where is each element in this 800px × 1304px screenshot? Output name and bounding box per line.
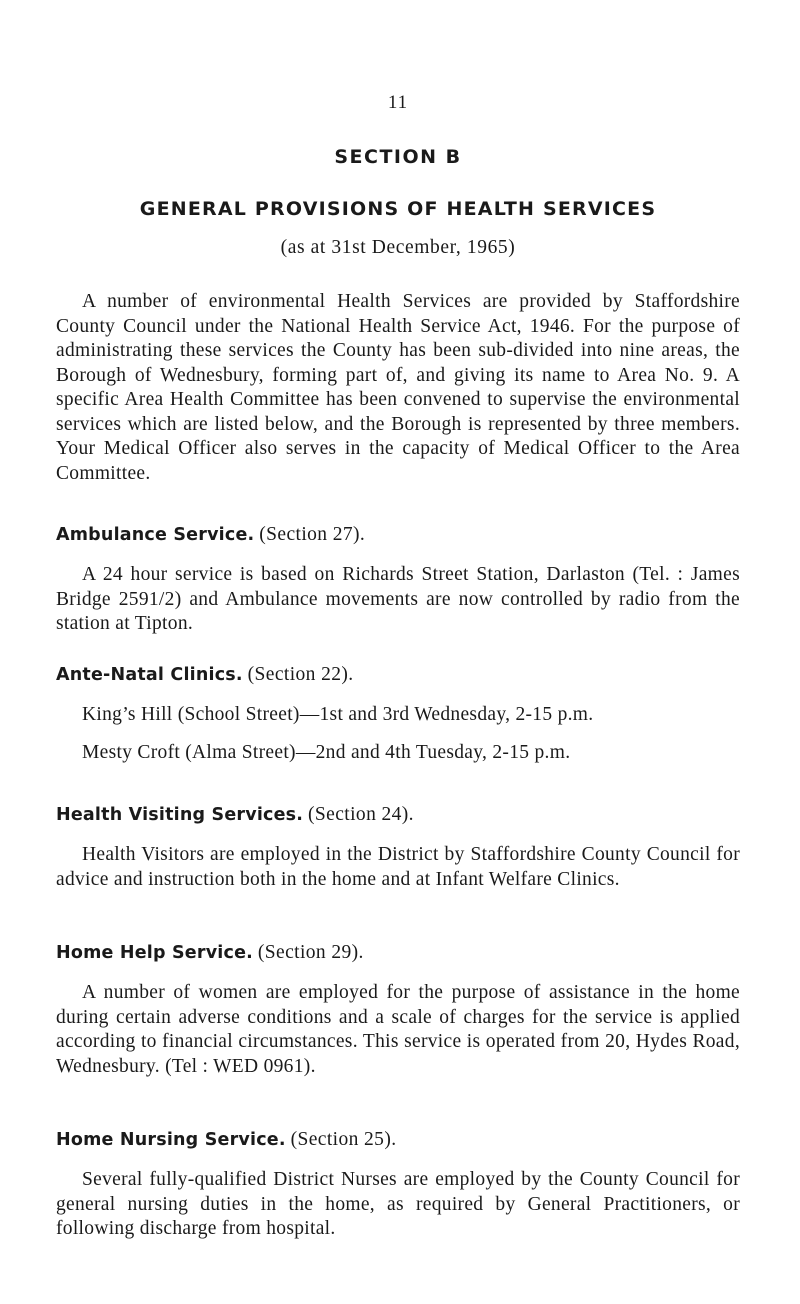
home-nursing-heading-line — [56, 1128, 740, 1152]
date-subheading: (as at 31st December, 1965) — [280, 237, 516, 258]
home-help-section — [56, 941, 740, 1079]
clinic-entry: King’s Hill (School Street)—1st and 3rd Wednesday, 2-15 p.m. — [82, 704, 594, 725]
health-visiting-heading: Health Visiting Services. — [56, 805, 304, 825]
home-help-heading: Home Help Service. — [56, 943, 253, 963]
main-heading: GENERAL PROVISIONS OF HEALTH SERVICES — [139, 198, 657, 220]
health-visiting-section-ref: (Section 24). — [308, 804, 414, 825]
health-visiting-heading-line — [56, 803, 740, 827]
antenatal-heading: Ante-Natal Clinics. — [56, 665, 243, 685]
intro-paragraph: A number of environmental Health Services are provided by Staffordshire County Council under the National Health Service Act, 1946. For the purpose of administrating these services the County has been sub-divided into nine areas, the Borough of Wednesbury, forming part of, and giving its name to Area No. 9. A specific Area Health Committee has been convened to supervise the environmental services which are listed below, and the Borough is represented by three members. Your Medical Officer also serves in the capacity of Medical Officer to the Area Committee. — [56, 291, 740, 484]
home-nursing-section-ref: (Section 25). — [290, 1129, 397, 1150]
home-help-text: A number of women are employed for the purpose of assistance in the home during certain adverse conditions and a scale of charges for the service is applied according to financial circumstances. This service is operated from 20, Hydes Road, Wednesbury. (Tel : WED 0961). — [56, 982, 740, 1077]
ambulance-text: A 24 hour service is based on Richards Street Station, Darlaston (Tel. : James Bridge 2591/2) and Ambulance movements are now controlled by radio from the station at Tipton. — [56, 564, 740, 634]
home-nursing-section — [56, 1128, 740, 1242]
home-help-heading-line — [56, 941, 740, 965]
health-visiting-text: Health Visitors are employed in the District by Staffordshire County Council for advice and instruction both in the home and at Infant Welfare Clinics. — [56, 844, 740, 890]
home-help-section-ref: (Section 29). — [257, 942, 364, 963]
home-nursing-text: Several fully-qualified District Nurses are employed by the County Council for general nursing duties in the home, as required by General Practitioners, or following discharge from hospital. — [56, 1169, 740, 1239]
ambulance-section-ref: (Section 27). — [259, 524, 366, 545]
antenatal-heading-line — [56, 663, 740, 687]
page-number: 11 — [387, 92, 409, 113]
antenatal-section-ref: (Section 22). — [247, 664, 354, 685]
ambulance-heading: Ambulance Service. — [56, 525, 255, 545]
section-title: SECTION B — [334, 146, 462, 168]
antenatal-clinics-section — [56, 663, 740, 765]
health-visiting-section — [56, 803, 740, 892]
clinic-entry: Mesty Croft (Alma Street)—2nd and 4th Tuesday, 2-15 p.m. — [82, 742, 571, 763]
ambulance-heading-line — [56, 523, 740, 547]
home-nursing-heading: Home Nursing Service. — [56, 1130, 286, 1150]
ambulance-service-section — [56, 523, 740, 637]
